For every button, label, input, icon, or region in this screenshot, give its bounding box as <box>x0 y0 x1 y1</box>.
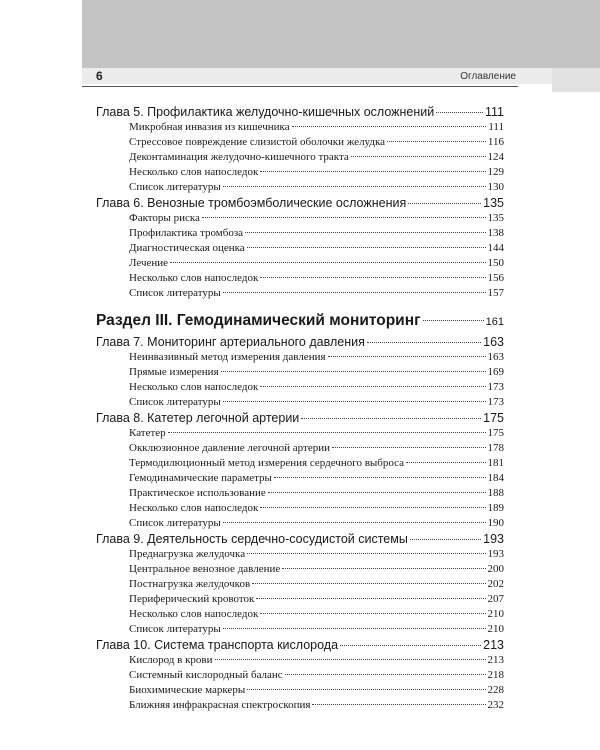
toc-entry-page: 188 <box>487 487 504 499</box>
running-head-title: Оглавление <box>460 71 516 82</box>
toc-entry-title: Несколько слов напоследок <box>129 608 259 620</box>
toc-entry-page: 130 <box>487 181 504 193</box>
toc-entry-sub <box>96 211 504 226</box>
dot-leader <box>260 277 485 278</box>
toc-entry-title: Несколько слов напоследок <box>129 381 259 393</box>
toc-entry-title: Несколько слов напоследок <box>129 272 259 284</box>
dot-leader <box>223 628 486 629</box>
dot-leader <box>247 553 485 554</box>
toc-entry-title: Глава 6. Венозные тромбоэмболические осложнения <box>96 196 407 210</box>
toc-entry-sub <box>96 241 504 256</box>
toc-entry-page: 178 <box>487 442 504 454</box>
toc-entry-chapter <box>96 637 504 653</box>
toc-entry-sub <box>96 471 504 486</box>
dot-leader <box>340 645 481 646</box>
toc-entry-page: 161 <box>485 316 504 328</box>
toc-entry-page: 175 <box>483 411 504 425</box>
toc-entry-sub <box>96 350 504 365</box>
toc-entry-title: Список литературы <box>129 181 221 193</box>
toc-entry-sub <box>96 653 504 668</box>
toc-entry-title: Глава 8. Катетер легочной артерии <box>96 411 300 425</box>
toc-entry-page: 190 <box>487 517 504 529</box>
dot-leader <box>328 356 486 357</box>
toc-entry-page: 210 <box>487 623 504 635</box>
dot-leader <box>367 342 481 343</box>
toc-entry-title: Системный кислородный баланс <box>129 669 283 681</box>
toc-entry-title: Ближняя инфракрасная спектроскопия <box>129 699 311 711</box>
toc-entry-page: 193 <box>487 548 504 560</box>
dot-leader <box>223 186 486 187</box>
toc-entry-title: Стрессовое повреждение слизистой оболочки желудка <box>129 136 386 148</box>
toc-entry-title: Постнагрузка желудочков <box>129 578 251 590</box>
toc-entry-title: Гемодинамические параметры <box>129 472 272 484</box>
toc-entry-page: 213 <box>487 654 504 666</box>
dot-leader <box>292 126 487 127</box>
toc-entry-sub <box>96 135 504 150</box>
toc-entry-title: Несколько слов напоследок <box>129 502 259 514</box>
toc-entry-sub <box>96 577 504 592</box>
toc-entry-sub <box>96 365 504 380</box>
dot-leader <box>260 386 485 387</box>
toc-entry-sub <box>96 395 504 410</box>
dot-leader <box>252 583 485 584</box>
dot-leader <box>223 522 486 523</box>
toc-entry-page: 200 <box>487 563 504 575</box>
toc-entry-page: 232 <box>487 699 504 711</box>
toc-entry-page: 228 <box>487 684 504 696</box>
toc-entry-page: 184 <box>487 472 504 484</box>
toc-entry-page: 163 <box>483 335 504 349</box>
toc-entry-sub <box>96 380 504 395</box>
top-gray-band <box>82 0 600 68</box>
dot-leader <box>423 320 484 321</box>
toc-entry-title: Несколько слов напоследок <box>129 166 259 178</box>
toc-entry-page: 207 <box>487 593 504 605</box>
dot-leader <box>223 292 486 293</box>
toc-entry-title: Список литературы <box>129 517 221 529</box>
toc-entry-page: 181 <box>487 457 504 469</box>
toc-entry-title: Глава 5. Профилактика желудочно-кишечных осложнений <box>96 105 435 119</box>
dot-leader <box>332 447 486 448</box>
toc-entry-page: 135 <box>487 212 504 224</box>
toc-entry-sub <box>96 226 504 241</box>
dot-leader <box>408 203 481 204</box>
toc-entry-page: 150 <box>487 257 504 269</box>
dot-leader <box>260 171 485 172</box>
dot-leader <box>351 156 486 157</box>
toc-entry-title: Кислород в крови <box>129 654 213 666</box>
toc-entry-sub <box>96 426 504 441</box>
toc-entry-chapter <box>96 334 504 350</box>
toc-entry-sub <box>96 286 504 301</box>
toc-entry-chapter <box>96 410 504 426</box>
dot-leader <box>387 141 486 142</box>
toc-entry-sub <box>96 698 504 713</box>
dot-leader <box>406 462 485 463</box>
toc-entry-page: 175 <box>487 427 504 439</box>
dot-leader <box>436 112 483 113</box>
dot-leader <box>410 539 481 540</box>
toc-entry-sub <box>96 622 504 637</box>
toc-entry-sub <box>96 165 504 180</box>
toc-entry-section <box>96 310 504 332</box>
toc-entry-page: 144 <box>487 242 504 254</box>
toc-entry-title: Лечение <box>129 257 169 269</box>
toc-entry-title: Деконтаминация желудочно-кишечного тракта <box>129 151 349 163</box>
toc-entry-sub <box>96 668 504 683</box>
dot-leader <box>256 598 485 599</box>
toc-entry-page: 163 <box>487 351 504 363</box>
toc-entry-page: 135 <box>483 196 504 210</box>
toc-entry-sub <box>96 150 504 165</box>
toc-entry-page: 111 <box>488 121 504 133</box>
dot-leader <box>245 232 485 233</box>
dot-leader <box>247 689 485 690</box>
toc-entry-page: 218 <box>487 669 504 681</box>
dot-leader <box>274 477 486 478</box>
dot-leader <box>202 217 486 218</box>
toc-entry-page: 111 <box>484 105 504 119</box>
toc-entry-title: Термодилюционный метод измерения сердечного выброса <box>129 457 405 469</box>
toc-entry-sub <box>96 441 504 456</box>
toc-entry-title: Окклюзионное давление легочной артерии <box>129 442 330 454</box>
toc-entry-title: Список литературы <box>129 396 221 408</box>
header-tab <box>552 68 600 92</box>
toc-entry-title: Преднагрузка желудочка <box>129 548 246 560</box>
dot-leader <box>312 704 485 705</box>
toc-entry-sub <box>96 256 504 271</box>
toc-entry-sub <box>96 516 504 531</box>
toc-entry-sub <box>96 456 504 471</box>
toc-entry-sub <box>96 486 504 501</box>
header-rule <box>82 86 518 87</box>
toc-entry-title: Микробная инвазия из кишечника <box>129 121 290 133</box>
toc-entry-page: 202 <box>487 578 504 590</box>
toc-entry-page: 156 <box>487 272 504 284</box>
toc-entry-title: Биохимические маркеры <box>129 684 246 696</box>
page-number: 6 <box>96 69 103 83</box>
dot-leader <box>282 568 485 569</box>
toc-entry-page: 173 <box>487 381 504 393</box>
dot-leader <box>223 401 486 402</box>
toc-entry-chapter <box>96 104 504 120</box>
dot-leader <box>268 492 486 493</box>
toc-entry-page: 193 <box>483 532 504 546</box>
toc-entry-title: Список литературы <box>129 623 221 635</box>
toc-entry-sub <box>96 120 504 135</box>
toc-entry-title: Периферический кровоток <box>129 593 255 605</box>
toc-entry-sub <box>96 592 504 607</box>
toc-entry-page: 124 <box>487 151 504 163</box>
toc-entry-sub <box>96 271 504 286</box>
toc-entry-sub <box>96 607 504 622</box>
toc-entry-page: 173 <box>487 396 504 408</box>
table-of-contents <box>96 104 504 713</box>
toc-entry-title: Глава 10. Система транспорта кислорода <box>96 638 339 652</box>
toc-entry-page: 210 <box>487 608 504 620</box>
toc-entry-page: 189 <box>487 502 504 514</box>
toc-entry-title: Глава 7. Мониторинг артериального давления <box>96 335 365 349</box>
toc-entry-title: Центральное венозное давление <box>129 563 281 575</box>
toc-entry-page: 169 <box>487 366 504 378</box>
toc-entry-title: Раздел III. Гемодинамический мониторинг <box>96 312 421 329</box>
toc-entry-page: 138 <box>487 227 504 239</box>
toc-entry-sub <box>96 683 504 698</box>
dot-leader <box>247 247 486 248</box>
toc-entry-page: 116 <box>487 136 504 148</box>
dot-leader <box>260 613 485 614</box>
toc-entry-chapter <box>96 195 504 211</box>
toc-entry-title: Факторы риска <box>129 212 200 224</box>
dot-leader <box>285 674 486 675</box>
toc-entry-title: Профилактика тромбоза <box>129 227 244 239</box>
toc-entry-page: 213 <box>483 638 504 652</box>
dot-leader <box>301 418 481 419</box>
dot-leader <box>215 659 486 660</box>
toc-entry-title: Катетер <box>129 427 166 439</box>
toc-entry-page: 129 <box>487 166 504 178</box>
toc-entry-sub <box>96 501 504 516</box>
dot-leader <box>221 371 486 372</box>
toc-entry-title: Список литературы <box>129 287 221 299</box>
toc-entry-sub <box>96 547 504 562</box>
dot-leader <box>168 432 486 433</box>
toc-entry-title: Практическое использование <box>129 487 266 499</box>
toc-entry-title: Диагностическая оценка <box>129 242 245 254</box>
toc-entry-title: Прямые измерения <box>129 366 219 378</box>
toc-entry-title: Глава 9. Деятельность сердечно-сосудистой системы <box>96 532 408 546</box>
toc-entry-sub <box>96 180 504 195</box>
toc-entry-page: 157 <box>487 287 504 299</box>
dot-leader <box>170 262 485 263</box>
toc-entry-sub <box>96 562 504 577</box>
toc-entry-title: Неинвазивный метод измерения давления <box>129 351 326 363</box>
toc-entry-chapter <box>96 531 504 547</box>
dot-leader <box>260 507 485 508</box>
